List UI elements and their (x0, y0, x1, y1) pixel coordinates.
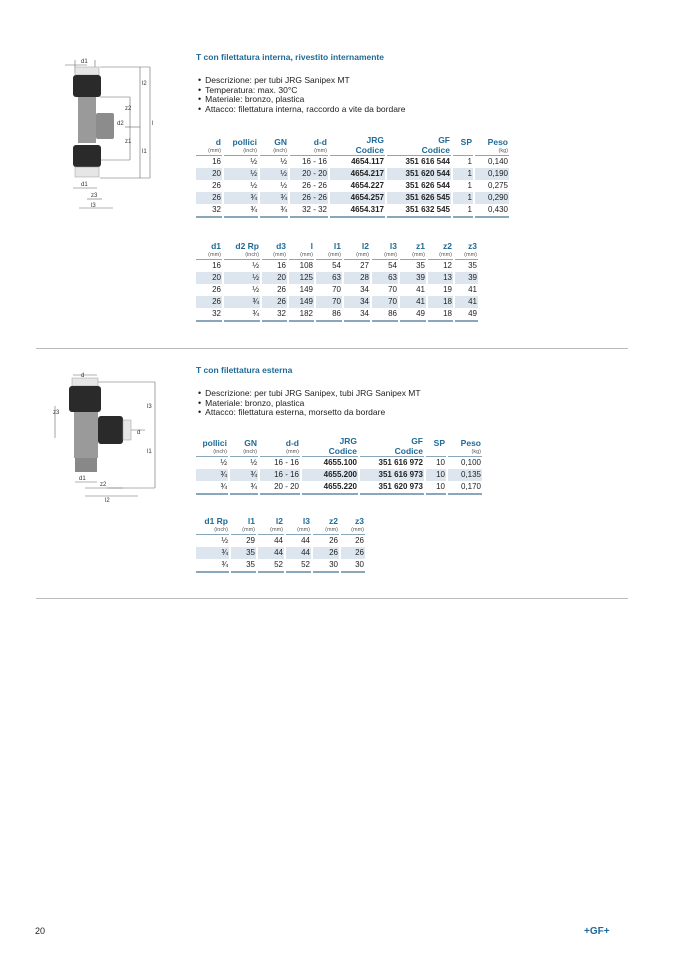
column-unit: (mm) (384, 252, 397, 258)
column-unit: Codice (421, 145, 450, 155)
bullet-item: • Descrizione: per tubi JRG Sanipex MT (198, 76, 406, 86)
table-row (196, 204, 509, 218)
table-cell: 351 620 973 (360, 481, 424, 495)
tee-external-thread-drawing (45, 368, 170, 503)
table-cell: 52 (286, 559, 311, 573)
column-header (313, 517, 339, 535)
table-cell: ½ (250, 458, 257, 467)
table-cell: 10 (426, 469, 446, 481)
table-cell: 20 - 20 (290, 168, 328, 180)
table-cell: 26 (341, 547, 365, 559)
table-cell: 351 620 544 (387, 168, 451, 180)
dim-label: d1 (81, 59, 88, 65)
table-cell: ¾ (224, 204, 258, 218)
column-unit: Codice (355, 145, 384, 155)
table-cell: ½ (280, 181, 287, 190)
table-cell: 44 (301, 536, 310, 545)
column-unit: (kg) (498, 148, 508, 154)
table-cell: 351 616 973 (360, 469, 424, 481)
column-header (316, 242, 342, 260)
table-cell: 351 632 545 (387, 204, 451, 218)
table-row (196, 559, 365, 573)
table-cell: 86 (316, 308, 342, 322)
dim-label: l3 (91, 203, 96, 209)
table-cell: 49 (455, 308, 478, 322)
table-cell: 35 (231, 559, 256, 573)
column-header (262, 242, 287, 260)
column-unit: (mm) (412, 252, 425, 258)
table-cell: 26 (277, 285, 286, 294)
table-row (196, 180, 509, 192)
table-cell: ½ (224, 168, 258, 180)
table-cell: 63 (316, 272, 342, 284)
table-cell: 16 - 16 (302, 157, 327, 166)
article-table (196, 437, 484, 495)
table-cell: 44 (274, 536, 283, 545)
table-cell: 26 (196, 296, 222, 308)
column-title: l2 (361, 241, 369, 251)
table-cell: 39 (400, 272, 426, 284)
table-cell: 54 (388, 261, 397, 270)
table-cell: 20 (196, 168, 222, 180)
table-cell: 0,100 (460, 458, 481, 467)
table-cell: 26 (313, 547, 339, 559)
column-unit: (mm) (356, 252, 369, 258)
table-cell: 44 (258, 547, 284, 559)
table-cell: 34 (344, 308, 370, 322)
table-cell: 20 (262, 272, 287, 284)
table-cell: 4655.100 (323, 458, 357, 467)
column-title: z1 (416, 241, 425, 251)
column-header (196, 242, 222, 260)
table-cell: 351 626 544 (405, 181, 450, 190)
column-header (448, 437, 482, 457)
table-cell: 0,140 (487, 157, 508, 166)
table-cell: 49 (400, 308, 426, 322)
column-unit: (mm) (270, 527, 283, 533)
table-cell: 34 (344, 296, 370, 308)
table-cell: ¾ (260, 204, 288, 218)
dim-label: d1 (79, 476, 86, 482)
table-cell: 26 - 26 (290, 192, 328, 204)
table-cell: 4654.257 (330, 192, 385, 204)
table-cell: 0,135 (448, 469, 482, 481)
column-unit: (mm) (208, 252, 221, 258)
column-header (302, 437, 358, 457)
column-unit (427, 448, 445, 456)
column-unit: (mm) (351, 527, 364, 533)
column-unit: (mm) (314, 148, 327, 154)
bullet-item: • Attacco: filettatura interna, raccordo a vite da bordare (198, 105, 406, 115)
column-title: Peso (487, 137, 508, 147)
table-cell: 1 (453, 168, 473, 180)
column-title: pollici (202, 438, 227, 448)
table-cell: 86 (372, 308, 398, 322)
table-cell: 1 (467, 181, 472, 190)
table-cell: 1 (467, 157, 472, 166)
table-cell: 10 (426, 481, 446, 495)
table-cell: 19 (443, 285, 452, 294)
tee-internal-thread-drawing (55, 55, 185, 215)
table-cell: 4655.200 (302, 469, 358, 481)
column-title: l1 (247, 516, 255, 526)
dim-label: l1 (142, 149, 147, 155)
table-cell: ¾ (196, 469, 228, 481)
table-cell: ¾ (230, 481, 258, 495)
column-unit: (kg) (471, 449, 481, 455)
table-cell: 18 (428, 296, 453, 308)
column-header (428, 242, 453, 260)
dimensions-table (196, 517, 367, 573)
table-cell: 16 (212, 157, 221, 166)
column-unit: (inch) (243, 449, 257, 455)
table-row (196, 308, 478, 322)
column-unit: Codice (328, 446, 357, 456)
column-header (453, 136, 473, 156)
dim-label: l3 (147, 404, 152, 410)
table-cell: ¾ (224, 296, 260, 308)
table-cell: ¾ (196, 547, 229, 559)
column-title: JRG (366, 135, 384, 145)
table-cell: 149 (289, 296, 314, 308)
table-cell: 10 (436, 458, 445, 467)
table-cell: 30 (313, 559, 339, 573)
article-table (196, 136, 511, 218)
section-divider (36, 348, 628, 349)
table-cell: 0,275 (487, 181, 508, 190)
column-unit: (inch) (214, 527, 228, 533)
table-cell: 41 (400, 296, 426, 308)
table-row (196, 284, 478, 296)
table-cell: 70 (372, 296, 398, 308)
table-cell: 26 (196, 192, 222, 204)
column-title: l3 (302, 516, 310, 526)
table-row (196, 272, 478, 284)
gf-logo: +GF+ (584, 926, 610, 937)
table-cell: 70 (316, 296, 342, 308)
table-cell: ½ (221, 536, 228, 545)
table-row (196, 260, 478, 272)
table-cell: ¾ (260, 192, 288, 204)
column-title: GN (274, 137, 287, 147)
table-row (196, 547, 365, 559)
table-cell: 41 (416, 285, 425, 294)
column-unit: (mm) (464, 252, 477, 258)
table-cell: 4654.227 (350, 181, 384, 190)
bullet-item: • Descrizione: per tubi JRG Sanipex, tubi JRG Sanipex MT (198, 389, 421, 399)
column-header (224, 242, 260, 260)
column-header (289, 242, 314, 260)
bullet-list (198, 389, 421, 418)
column-title: d-d (313, 137, 327, 147)
table-cell: 351 616 972 (378, 458, 423, 467)
dim-label: d1 (81, 182, 88, 188)
column-header (286, 517, 311, 535)
table-cell: 1 (453, 192, 473, 204)
column-title: d3 (276, 241, 286, 251)
table-cell: 70 (388, 285, 397, 294)
dim-label: l2 (142, 81, 147, 87)
column-unit: (mm) (242, 527, 255, 533)
column-header (260, 437, 300, 457)
column-title: d (215, 137, 221, 147)
table-cell: ¾ (196, 481, 228, 495)
column-title: SP (460, 137, 472, 147)
column-unit: (mm) (325, 527, 338, 533)
column-title: d-d (285, 438, 299, 448)
column-unit: (inch) (243, 148, 257, 154)
table-row (196, 535, 365, 547)
column-unit: (mm) (439, 252, 452, 258)
column-title: pollici (232, 137, 257, 147)
column-unit: (mm) (300, 252, 313, 258)
table-cell: 26 (212, 285, 221, 294)
dim-label: z1 (125, 139, 132, 145)
table-cell: 26 (329, 536, 338, 545)
table-cell: ½ (252, 261, 259, 270)
table-cell: 63 (372, 272, 398, 284)
table-cell: 32 (196, 204, 222, 218)
table-cell: ½ (252, 285, 259, 294)
table-cell: 108 (299, 261, 313, 270)
table-cell: 4655.220 (302, 481, 358, 495)
table-row (196, 469, 482, 481)
table-cell: 32 - 32 (290, 204, 328, 218)
column-title: SP (433, 438, 445, 448)
column-header (400, 242, 426, 260)
dim-label: z2 (125, 106, 132, 112)
table-cell: 182 (289, 308, 314, 322)
column-title: GN (244, 438, 257, 448)
column-header (196, 517, 229, 535)
dim-label: d (81, 373, 85, 379)
dim-label: d (137, 430, 141, 436)
table-cell: ½ (220, 458, 227, 467)
bullet-list (198, 76, 406, 114)
section-divider (36, 598, 628, 599)
table-cell: 26 (355, 536, 364, 545)
column-header (341, 517, 365, 535)
column-header (260, 136, 288, 156)
column-unit (454, 147, 472, 155)
table-cell: 32 (196, 308, 222, 322)
bullet-item: • Temperatura: max. 30°C (198, 86, 406, 96)
data-table (194, 242, 480, 322)
column-header (224, 136, 258, 156)
table-cell: 26 (262, 296, 287, 308)
table-cell: 16 (277, 261, 286, 270)
table-cell: 13 (428, 272, 453, 284)
column-unit: Codice (394, 446, 423, 456)
table-cell: ¾ (224, 308, 260, 322)
table-cell: ½ (260, 168, 288, 180)
page-number: 20 (35, 926, 46, 936)
table-cell: 20 - 20 (260, 481, 300, 495)
column-title: z3 (355, 516, 364, 526)
column-header (426, 437, 446, 457)
table-cell: 16 (212, 261, 221, 270)
table-cell: 35 (416, 261, 425, 270)
dim-label: l (152, 121, 154, 127)
table-cell: 54 (332, 261, 341, 270)
column-title: l1 (333, 241, 341, 251)
table-cell: 35 (231, 547, 256, 559)
table-cell: 16 - 16 (260, 469, 300, 481)
table-cell: ¾ (230, 469, 258, 481)
table-row (196, 457, 482, 469)
section-title: T con filettatura interna, rivestito internamente (196, 52, 384, 62)
column-title: JRG (339, 436, 357, 446)
section-title: T con filettatura esterna (196, 365, 293, 375)
table-cell: ¾ (196, 559, 229, 573)
column-title: d2 Rp (235, 241, 259, 251)
column-unit: (mm) (273, 252, 286, 258)
column-header (196, 136, 222, 156)
column-header (290, 136, 328, 156)
column-header (258, 517, 284, 535)
column-title: z3 (468, 241, 477, 251)
table-cell: 26 (212, 181, 221, 190)
table-cell: 39 (455, 272, 478, 284)
dim-label: z3 (53, 410, 60, 416)
table-cell: 351 616 544 (405, 157, 450, 166)
table-cell: 351 626 545 (387, 192, 451, 204)
table-cell: ½ (280, 157, 287, 166)
dim-label: d2 (117, 121, 124, 127)
table-row (196, 156, 509, 168)
column-title: l3 (389, 241, 397, 251)
table-cell: ½ (250, 157, 257, 166)
table-row (196, 296, 478, 308)
dim-label: l1 (147, 449, 152, 455)
table-cell: 1 (453, 204, 473, 218)
column-unit: (mm) (286, 449, 299, 455)
bullet-item: • Materiale: bronzo, plastica (198, 95, 406, 105)
column-header (344, 242, 370, 260)
table-cell: 125 (289, 272, 314, 284)
column-title: Peso (460, 438, 481, 448)
column-title: z2 (329, 516, 338, 526)
column-title: l (310, 241, 313, 251)
dim-label: z3 (91, 193, 98, 199)
table-cell: 44 (286, 547, 311, 559)
table-cell: 0,190 (475, 168, 509, 180)
column-unit: (mm) (297, 527, 310, 533)
table-cell: 149 (299, 285, 313, 294)
column-header (455, 242, 478, 260)
column-title: z2 (443, 241, 452, 251)
table-cell: 0,290 (475, 192, 509, 204)
table-cell: 0,170 (448, 481, 482, 495)
data-table (194, 136, 511, 218)
table-cell: 16 - 16 (274, 458, 299, 467)
table-cell: 20 (196, 272, 222, 284)
column-title: d1 (211, 241, 221, 251)
column-header (330, 136, 385, 156)
table-cell: 41 (468, 285, 477, 294)
dimensions-table (196, 242, 480, 322)
table-row (196, 481, 482, 495)
table-cell: 70 (332, 285, 341, 294)
column-title: d1 Rp (204, 516, 228, 526)
dim-label: z2 (100, 482, 107, 488)
column-title: GF (411, 436, 423, 446)
column-header (230, 437, 258, 457)
bullet-item: • Materiale: bronzo, plastica (198, 399, 421, 409)
column-header (372, 242, 398, 260)
column-header (196, 437, 228, 457)
column-header (475, 136, 509, 156)
data-table (194, 517, 367, 573)
table-cell: ½ (250, 181, 257, 190)
column-unit: (inch) (245, 252, 259, 258)
table-cell: 28 (344, 272, 370, 284)
column-header (360, 437, 424, 457)
table-cell: 4654.117 (351, 157, 384, 166)
table-cell: 26 - 26 (302, 181, 327, 190)
table-cell: 29 (246, 536, 255, 545)
column-title: l2 (275, 516, 283, 526)
column-header (231, 517, 256, 535)
table-row (196, 168, 509, 180)
table-cell: 0,430 (475, 204, 509, 218)
bullet-item: • Attacco: filettatura esterna, morsetto da bordare (198, 408, 421, 418)
column-unit: (inch) (213, 449, 227, 455)
table-cell: 4654.317 (330, 204, 385, 218)
column-unit: (mm) (328, 252, 341, 258)
column-unit: (inch) (273, 148, 287, 154)
table-cell: 35 (468, 261, 477, 270)
table-cell: 18 (428, 308, 453, 322)
table-cell: ¾ (224, 192, 258, 204)
table-cell: 30 (341, 559, 365, 573)
data-table (194, 437, 484, 495)
table-cell: 32 (262, 308, 287, 322)
column-header (387, 136, 451, 156)
table-cell: 34 (360, 285, 369, 294)
table-cell: 52 (258, 559, 284, 573)
column-unit: (mm) (208, 148, 221, 154)
table-row (196, 192, 509, 204)
table-cell: 41 (455, 296, 478, 308)
column-title: GF (438, 135, 450, 145)
table-cell: 12 (443, 261, 452, 270)
dim-label: l2 (105, 498, 110, 503)
table-cell: ½ (224, 272, 260, 284)
table-cell: 4654.217 (330, 168, 385, 180)
table-cell: 27 (360, 261, 369, 270)
